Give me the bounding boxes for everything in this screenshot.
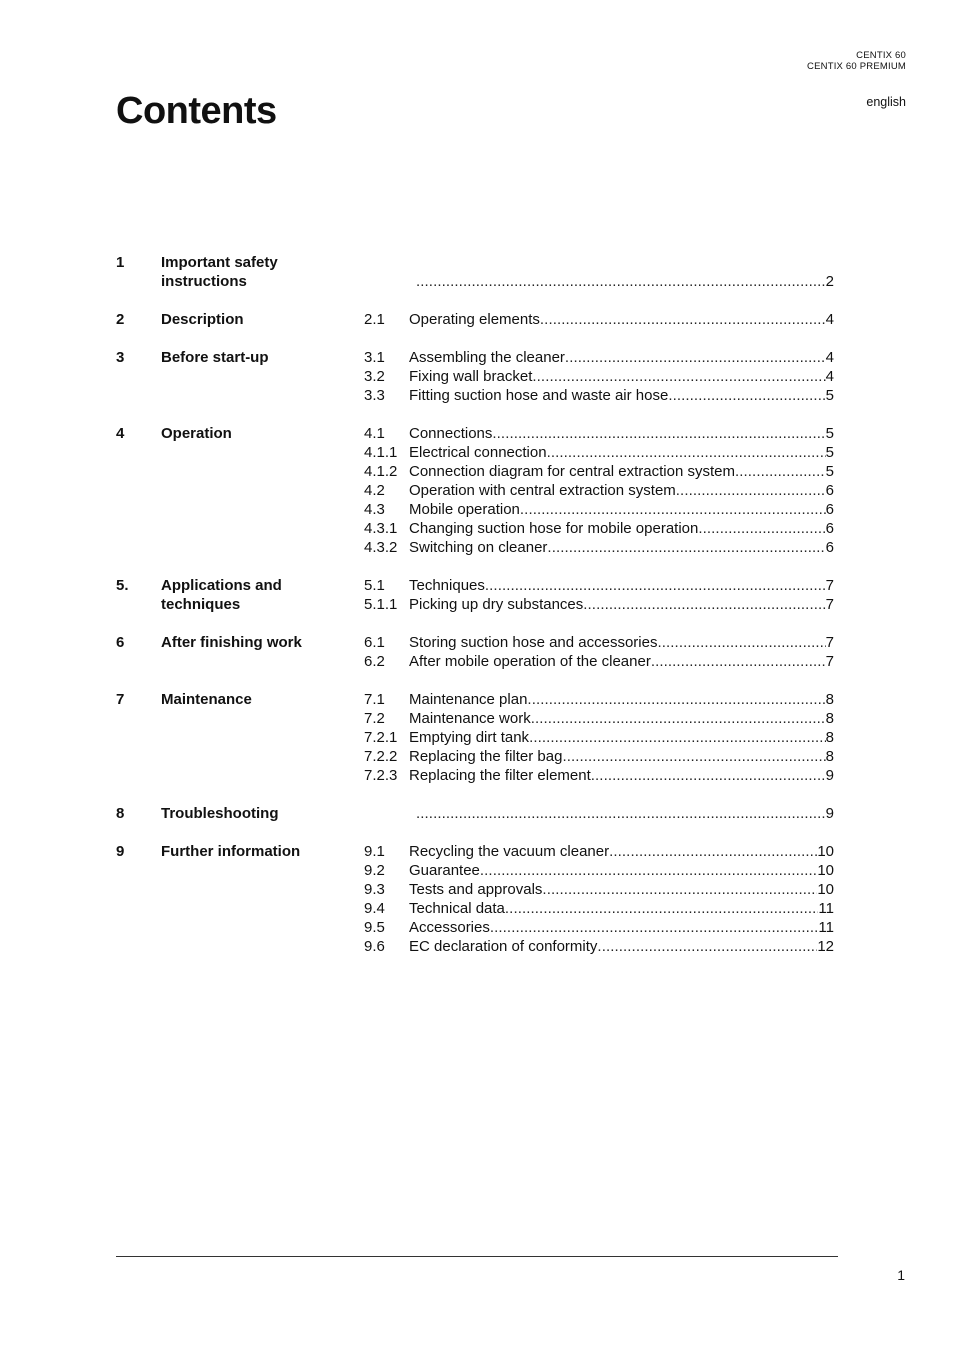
section-number: 5. [116, 577, 129, 594]
toc-entry[interactable] [364, 519, 834, 538]
dot-leader [542, 880, 817, 899]
entry-number: 4.1.2 [364, 463, 398, 480]
section-number: 1 [116, 254, 125, 271]
entry-title: Replacing the filter element [409, 767, 591, 784]
entry-title: EC declaration of conformity [409, 938, 598, 955]
entry-title: Guarantee [409, 862, 480, 879]
toc-entry[interactable] [364, 386, 834, 405]
entry-title: Picking up dry substances [409, 596, 584, 613]
section-title [161, 424, 364, 557]
toc-section [116, 576, 834, 614]
entry-page-number: 5 [825, 425, 834, 442]
entry-title: Accessories [409, 919, 490, 936]
section-title [161, 348, 364, 405]
section-title [161, 576, 364, 614]
entry-number: 9.1 [364, 843, 385, 860]
dot-leader [562, 747, 825, 766]
toc-entry[interactable] [364, 766, 834, 785]
toc-entry[interactable] [364, 880, 834, 899]
entry-page-number: 8 [825, 691, 834, 708]
section-number: 3 [116, 349, 125, 366]
entry-page-number: 11 [818, 919, 834, 936]
section-title [161, 633, 364, 671]
toc-entry[interactable] [364, 424, 834, 443]
dot-leader [520, 500, 826, 519]
entry-page-number: 5 [825, 444, 834, 461]
section-entries [364, 576, 834, 614]
entry-title: Operation with central extraction system [409, 482, 676, 499]
section-title-line: Description [161, 311, 244, 328]
dot-leader [583, 595, 825, 614]
section-number: 4 [116, 425, 125, 442]
language-label: english [866, 95, 906, 109]
entry-number: 9.5 [364, 919, 385, 936]
page-title: Contents [116, 90, 277, 132]
toc-entry[interactable] [364, 861, 834, 880]
toc-entry[interactable] [364, 918, 834, 937]
dot-leader [416, 272, 826, 291]
entry-page-number: 12 [817, 938, 834, 955]
toc-section [116, 633, 834, 671]
section-title [161, 842, 364, 956]
toc-entry[interactable] [364, 804, 834, 823]
toc-entry[interactable] [364, 443, 834, 462]
dot-leader [490, 918, 819, 937]
section-title-line: Applications and [161, 577, 282, 594]
toc-entry[interactable] [364, 709, 834, 728]
entry-page-number: 6 [825, 501, 834, 518]
entry-page-number: 7 [825, 634, 834, 651]
toc-entry[interactable] [364, 899, 834, 918]
entry-number: 4.1 [364, 425, 385, 442]
toc-entry[interactable] [364, 310, 834, 329]
section-entries [364, 842, 834, 956]
dot-leader [529, 728, 826, 747]
entry-page-number: 4 [825, 368, 834, 385]
entry-number: 5.1 [364, 577, 385, 594]
toc-section [116, 253, 834, 291]
section-title [161, 804, 364, 823]
dot-leader [657, 633, 825, 652]
entry-number: 3.3 [364, 387, 385, 404]
entry-page-number: 9 [825, 767, 834, 784]
footer-divider [116, 1256, 838, 1257]
toc-section [116, 842, 834, 956]
entry-page-number: 11 [818, 900, 834, 917]
entry-title: Tests and approvals [409, 881, 543, 898]
section-title [161, 690, 364, 785]
entry-page-number: 4 [825, 311, 834, 328]
section-entries [364, 348, 834, 405]
dot-leader [565, 348, 826, 367]
dot-leader [485, 576, 826, 595]
entry-number: 4.3 [364, 501, 385, 518]
entry-page-number: 5 [825, 387, 834, 404]
dot-leader [532, 367, 825, 386]
model-line: CENTIX 60 PREMIUM [807, 61, 906, 72]
entry-number: 7.2.3 [364, 767, 398, 784]
section-title-line: Maintenance [161, 691, 252, 708]
entry-number: 9.6 [364, 938, 385, 955]
dot-leader [676, 481, 826, 500]
section-number: 7 [116, 691, 125, 708]
section-title-line: After finishing work [161, 634, 302, 651]
section-title-line: techniques [161, 596, 241, 613]
section-title-line: Important safety [161, 254, 278, 271]
toc-entry[interactable] [364, 348, 834, 367]
dot-leader [698, 519, 825, 538]
section-title [161, 310, 364, 329]
entry-page-number: 9 [825, 805, 834, 822]
entry-page-number: 6 [825, 482, 834, 499]
toc-section [116, 804, 834, 823]
entry-title: Maintenance plan [409, 691, 528, 708]
entry-page-number: 4 [825, 349, 834, 366]
entry-title: Assembling the cleaner [409, 349, 565, 366]
model-name [807, 50, 906, 72]
toc-entry[interactable] [364, 937, 834, 956]
entry-number: 4.3.2 [364, 539, 398, 556]
dot-leader [540, 310, 826, 329]
section-title-line: Before start-up [161, 349, 269, 366]
toc-entry[interactable] [364, 500, 834, 519]
section-title-line: Further information [161, 843, 301, 860]
toc-section [116, 690, 834, 785]
toc-section [116, 310, 834, 329]
entry-page-number: 7 [825, 596, 834, 613]
section-title [161, 253, 364, 291]
toc-entry[interactable] [364, 842, 834, 861]
entry-title: Connections [409, 425, 493, 442]
section-entries [364, 690, 834, 785]
entry-title: Fixing wall bracket [409, 368, 533, 385]
dot-leader [547, 538, 825, 557]
toc-entry[interactable] [364, 633, 834, 652]
dot-leader [609, 842, 817, 861]
entry-number: 7.1 [364, 691, 385, 708]
entry-page-number: 7 [825, 577, 834, 594]
entry-title: Mobile operation [409, 501, 520, 518]
entry-number: 6.2 [364, 653, 385, 670]
section-title-line: instructions [161, 273, 247, 290]
entry-number: 9.3 [364, 881, 385, 898]
entry-page-number: 8 [825, 710, 834, 727]
dot-leader [597, 937, 817, 956]
entry-title: Switching on cleaner [409, 539, 548, 556]
entry-title: Maintenance work [409, 710, 531, 727]
entry-title: Operating elements [409, 311, 540, 328]
entry-number: 7.2 [364, 710, 385, 727]
section-title-line: Troubleshooting [161, 805, 279, 822]
dot-leader [591, 766, 826, 785]
entry-number: 3.2 [364, 368, 385, 385]
toc-entry[interactable] [364, 462, 834, 481]
section-number: 8 [116, 805, 125, 822]
entry-page-number: 10 [817, 862, 834, 879]
entry-title: Technical data [409, 900, 505, 917]
entry-title: Electrical connection [409, 444, 547, 461]
entry-number: 4.1.1 [364, 444, 398, 461]
toc-entry[interactable] [364, 481, 834, 500]
section-entries [364, 424, 834, 557]
entry-title: Changing suction hose for mobile operation [409, 520, 699, 537]
section-entries [364, 310, 834, 329]
entry-number: 7.2.1 [364, 729, 398, 746]
toc-section [116, 348, 834, 405]
entry-number: 5.1.1 [364, 596, 398, 613]
toc-section [116, 424, 834, 557]
entry-number: 7.2.2 [364, 748, 398, 765]
entry-page-number: 6 [825, 539, 834, 556]
toc-entry[interactable] [364, 747, 834, 766]
entry-page-number: 5 [825, 463, 834, 480]
entry-number: 4.3.1 [364, 520, 398, 537]
toc-entry[interactable] [364, 690, 834, 709]
dot-leader [416, 804, 826, 823]
entry-page-number: 8 [825, 748, 834, 765]
section-number: 2 [116, 311, 125, 328]
entry-page-number: 2 [825, 273, 834, 290]
toc-entry[interactable] [364, 595, 834, 614]
toc-entry[interactable] [364, 538, 834, 557]
entry-title: Replacing the filter bag [409, 748, 563, 765]
entry-number: 3.1 [364, 349, 385, 366]
entry-number: 9.2 [364, 862, 385, 879]
toc-entry[interactable] [416, 272, 834, 291]
entry-page-number: 10 [817, 881, 834, 898]
table-of-contents [116, 253, 834, 975]
entry-page-number: 10 [817, 843, 834, 860]
dot-leader [492, 424, 825, 443]
toc-entry[interactable] [364, 652, 834, 671]
entry-title: Recycling the vacuum cleaner [409, 843, 610, 860]
dot-leader [531, 709, 826, 728]
section-title-line: Operation [161, 425, 232, 442]
entry-title: Fitting suction hose and waste air hose [409, 387, 669, 404]
section-number: 9 [116, 843, 125, 860]
model-line: CENTIX 60 [856, 50, 906, 61]
toc-entry[interactable] [364, 576, 834, 595]
section-number: 6 [116, 634, 125, 651]
dot-leader [527, 690, 825, 709]
dot-leader [505, 899, 819, 918]
entry-title: Storing suction hose and accessories [409, 634, 658, 651]
entry-page-number: 7 [825, 653, 834, 670]
entry-number: 9.4 [364, 900, 385, 917]
toc-entry[interactable] [364, 728, 834, 747]
dot-leader [480, 861, 817, 880]
section-entries [364, 804, 834, 823]
entry-number: 6.1 [364, 634, 385, 651]
toc-entry[interactable] [364, 367, 834, 386]
dot-leader [735, 462, 826, 481]
entry-number: 4.2 [364, 482, 385, 499]
dot-leader [547, 443, 826, 462]
entry-title: Emptying dirt tank [409, 729, 530, 746]
entry-title: Connection diagram for central extraction system [409, 463, 735, 480]
entry-title: Techniques [409, 577, 485, 594]
entry-page-number: 6 [825, 520, 834, 537]
page-number: 1 [897, 1267, 905, 1283]
entry-page-number: 8 [825, 729, 834, 746]
dot-leader [668, 386, 825, 405]
entry-number: 2.1 [364, 311, 385, 328]
section-entries [364, 633, 834, 671]
entry-title: After mobile operation of the cleaner [409, 653, 651, 670]
dot-leader [651, 652, 826, 671]
section-entries [364, 253, 834, 291]
